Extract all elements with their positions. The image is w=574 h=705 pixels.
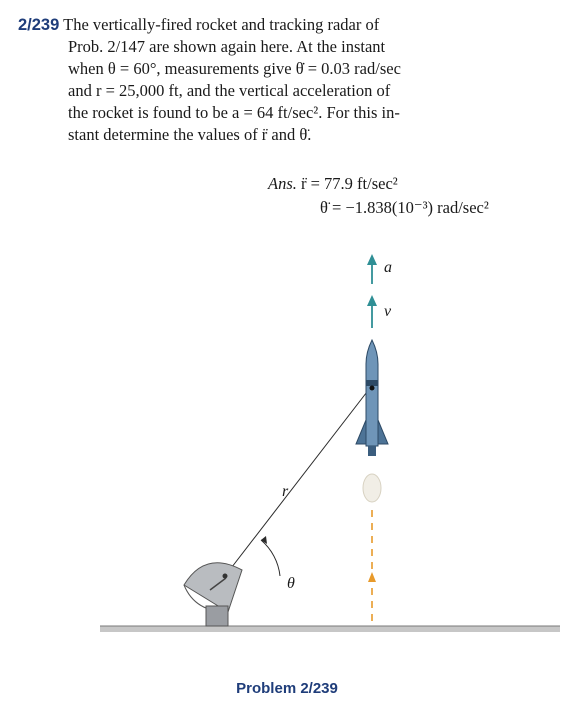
theta-arc bbox=[261, 540, 280, 576]
acceleration-arrowhead bbox=[367, 254, 377, 265]
answer-prefix: Ans. bbox=[268, 174, 297, 193]
problem-line-3: when θ = 60°, measurements give θ̇ = 0.03 rad/sec bbox=[68, 59, 401, 78]
problem-number: 2/239 bbox=[18, 16, 60, 34]
rocket-radar-figure bbox=[0, 240, 574, 700]
figure-caption: Problem 2/239 bbox=[236, 680, 338, 697]
problem-line-4: and r = 25,000 ft, and the vertical acceleration of bbox=[68, 81, 391, 100]
problem-line-1: The vertically-fired rocket and tracking radar of bbox=[63, 15, 380, 34]
problem-line-2: Prob. 2/147 are shown again here. At the instant bbox=[68, 37, 386, 56]
figure-svg bbox=[0, 240, 574, 700]
label-v: v bbox=[384, 303, 392, 320]
answer-r-double-dot: r̈ = 77.9 ft/sec² bbox=[301, 174, 398, 193]
label-a: a bbox=[384, 259, 392, 276]
rocket bbox=[356, 340, 388, 456]
answer-line-1 bbox=[268, 174, 398, 194]
label-r: r bbox=[282, 483, 289, 500]
range-line bbox=[225, 388, 370, 576]
ground bbox=[100, 626, 560, 632]
answer-line-2 bbox=[320, 198, 489, 218]
answer-theta-double-dot: θ̈ = −1.838(10⁻³) rad/sec² bbox=[320, 198, 489, 217]
velocity-arrowhead bbox=[367, 295, 377, 306]
problem-line-6: stant determine the values of r̈ and θ̈. bbox=[68, 125, 312, 144]
rocket-tracking-point bbox=[370, 386, 375, 391]
radar-dish bbox=[184, 563, 242, 626]
label-theta: θ bbox=[287, 575, 295, 592]
problem-line-5: the rocket is found to be a = 64 ft/sec². For this in- bbox=[68, 103, 400, 122]
trajectory-arrow bbox=[368, 572, 376, 582]
exhaust-plume bbox=[363, 474, 381, 502]
